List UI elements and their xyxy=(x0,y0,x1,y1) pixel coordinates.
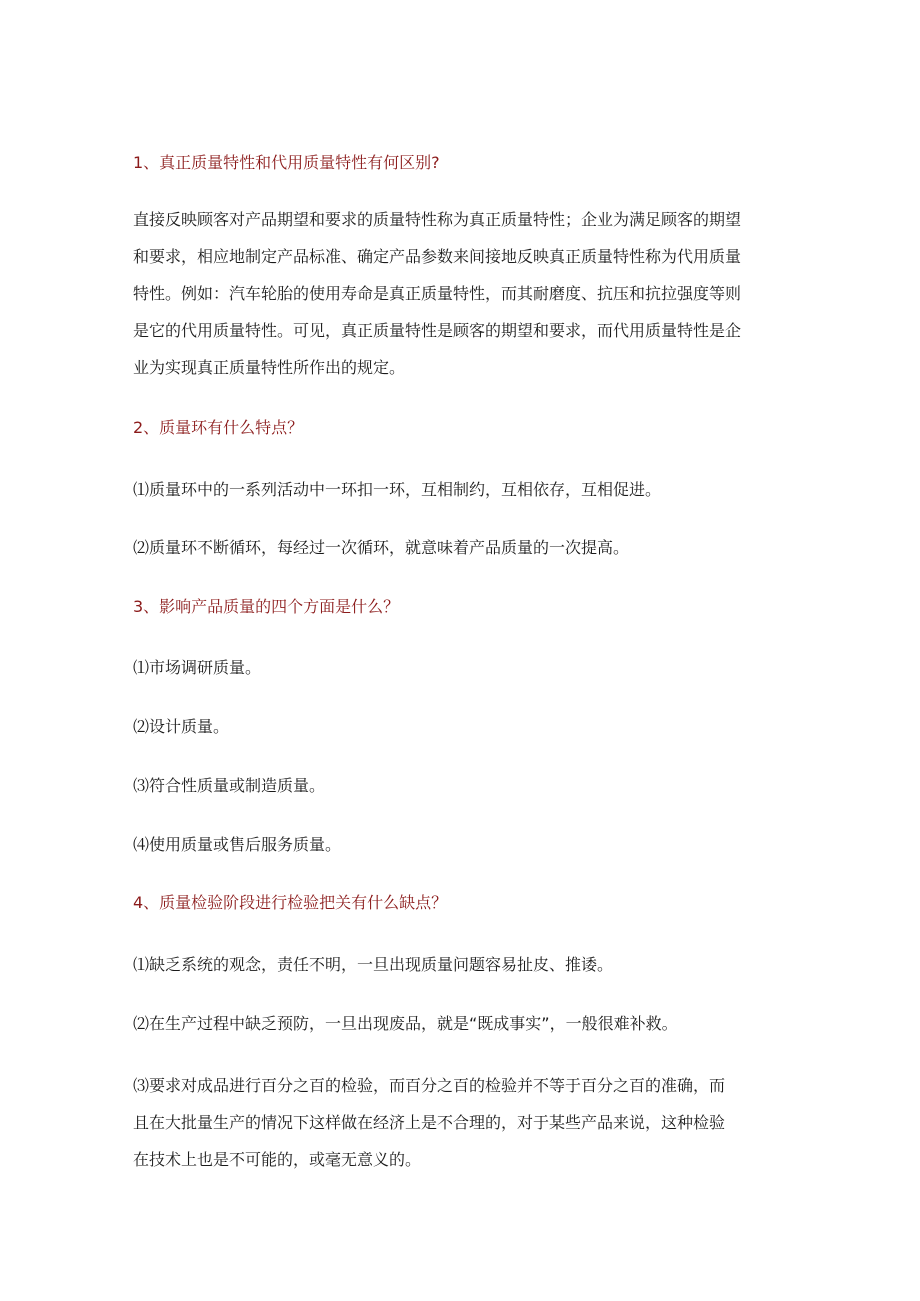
question-2-heading: 2、质量环有什么特点？ xyxy=(133,418,304,437)
answer-line: 特性。例如：汽车轮胎的使用寿命是真正质量特性，而其耐磨度、抗压和抗拉强度等则 xyxy=(133,284,742,303)
list-item: ⑴缺乏系统的观念，责任不明，一旦出现质量问题容易扯皮、推诿。 xyxy=(133,955,614,974)
question-1-heading: 1、真正质量特性和代用质量特性有何区别? xyxy=(133,153,440,172)
answer-line: 是它的代用质量特性。可见，真正质量特性是顾客的期望和要求，而代用质量特性是企 xyxy=(133,321,742,340)
list-item: ⑵质量环不断循环，每经过一次循环，就意味着产品质量的一次提高。 xyxy=(133,538,630,557)
answer-line: 业为实现真正质量特性所作出的规定。 xyxy=(133,358,406,377)
answer-line: 和要求，相应地制定产品标准、确定产品参数来间接地反映真正质量特性称为代用质量 xyxy=(133,247,742,266)
list-item-line: 在技术上也是不可能的，或毫无意义的。 xyxy=(133,1150,422,1169)
list-item-line: ⑶要求对成品进行百分之百的检验，而百分之百的检验并不等于百分之百的准确，而 xyxy=(133,1076,726,1095)
list-item: ⑶符合性质量或制造质量。 xyxy=(133,776,326,795)
list-item: ⑵在生产过程中缺乏预防，一旦出现废品，就是“既成事实”，一般很难补救。 xyxy=(133,1014,678,1033)
question-1-answer xyxy=(133,210,793,378)
question-3-heading: 3、影响产品质量的四个方面是什么？ xyxy=(133,597,400,616)
list-item: ⑴质量环中的一系列活动中一环扣一环，互相制约，互相依存，互相促进。 xyxy=(133,480,662,499)
answer-line: 直接反映顾客对产品期望和要求的质量特性称为真正质量特性；企业为满足顾客的期望 xyxy=(133,210,742,229)
list-item: ⑷使用质量或售后服务质量。 xyxy=(133,835,342,854)
list-item: ⑴市场调研质量。 xyxy=(133,658,262,677)
list-item: ⑵设计质量。 xyxy=(133,717,230,736)
list-item xyxy=(133,1076,793,1170)
question-4-heading: 4、质量检验阶段进行检验把关有什么缺点？ xyxy=(133,893,448,912)
list-item-line: 且在大批量生产的情况下这样做在经济上是不合理的，对于某些产品来说，这种检验 xyxy=(133,1113,726,1132)
